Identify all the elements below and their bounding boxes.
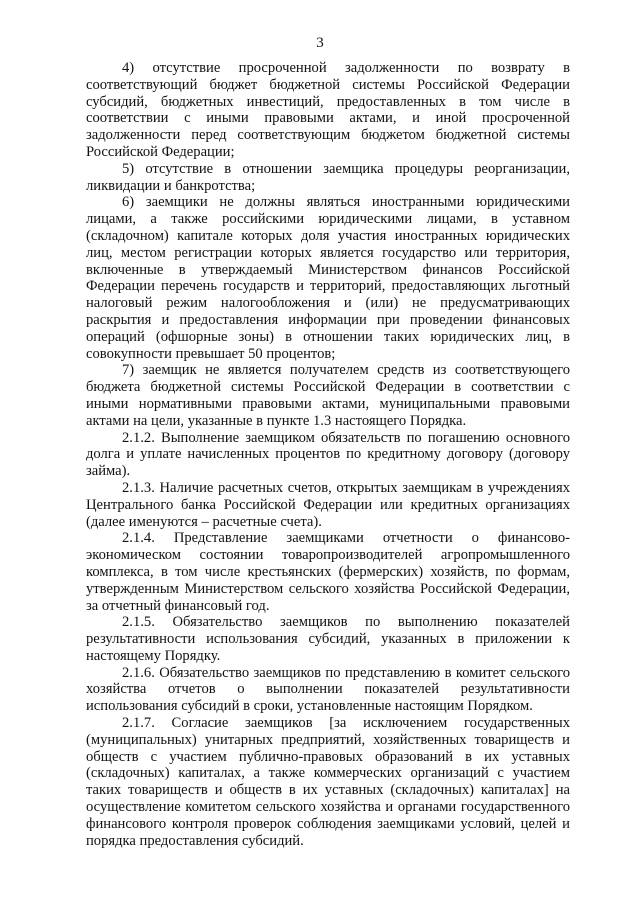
paragraph-item-5: 5) отсутствие в отношении заемщика процедуры реорганизации, ликвидации и банкротства; [86,160,570,194]
document-body [86,60,570,849]
paragraph-item-4: 4) отсутствие просроченной задолженности по возврату в соответствующий бюджет бюджетной системы Российской Федерации субсидий, бюджетных инвестиций, предоставленных в том числе в соответствии с иными правовыми актами, и иной просроченной задолженности перед соответствующим бюджетом бюджетной системы Российской Федерации; [86,60,570,160]
paragraph-2-1-5: 2.1.5. Обязательство заемщиков по выполнению показателей результативности использования субсидий, указанных в приложении к настоящему Порядку. [86,614,570,664]
paragraph-item-7: 7) заемщик не является получателем средств из соответствующего бюджета бюджетной системы Российской Федерации в соответствии с иными нормативными правовыми актами, муниципальными правовыми актами на цели, указанные в пункте 1.3 настоящего Порядка. [86,362,570,429]
paragraph-2-1-4: 2.1.4. Представление заемщиками отчетности о финансово-экономическом состоянии товаропроизводителей агропромышленного комплекса, в том числе крестьянских (фермерских) хозяйств, по формам, утвержденным Министерством сельского хозяйства Российской Федерации, за отчетный финансовый год. [86,530,570,614]
paragraph-item-6: 6) заемщики не должны являться иностранными юридическими лицами, а также российскими юридическими лицами, в уставном (складочном) капитале которых доля участия иностранных юридических лиц, местом регистрации которых является государство или территория, включенные в утверждаемый Министерством финансов Российской Федерации перечень государств и территорий, предоставляющих льготный налоговый режим налогообложения и (или) не предусматривающих раскрытия и предоставления информации при проведении финансовых операций (офшорные зоны) в отношении таких юридических лиц, в совокупности превышает 50 процентов; [86,194,570,362]
page-number: 3 [316,35,324,51]
paragraph-2-1-6: 2.1.6. Обязательство заемщиков по представлению в комитет сельского хозяйства отчетов о выполнении показателей результативности использования субсидий в сроки, установленные настоящим Порядком. [86,664,570,715]
paragraph-2-1-3: 2.1.3. Наличие расчетных счетов, открытых заемщикам в учреждениях Центрального банка Российской Федерации или кредитных организациях (далее именуются – расчетные счета). [86,479,570,530]
paragraph-2-1-2: 2.1.2. Выполнение заемщиком обязательств по погашению основного долга и уплате начисленных процентов по кредитному договору (договору займа). [86,429,570,480]
paragraph-2-1-7: 2.1.7. Согласие заемщиков [за исключением государственных (муниципальных) унитарных предприятий, хозяйственных товариществ и обществ с участием публично-правовых образований в их уставных (складочных) капиталах, а также коммерческих организаций с участием таких товариществ и обществ в их уставных (складочных) капиталах] на осуществление комитетом сельского хозяйства и органами государственного финансового контроля проверок соблюдения заемщиками условий, целей и порядка предоставления субсидий. [86,715,570,849]
